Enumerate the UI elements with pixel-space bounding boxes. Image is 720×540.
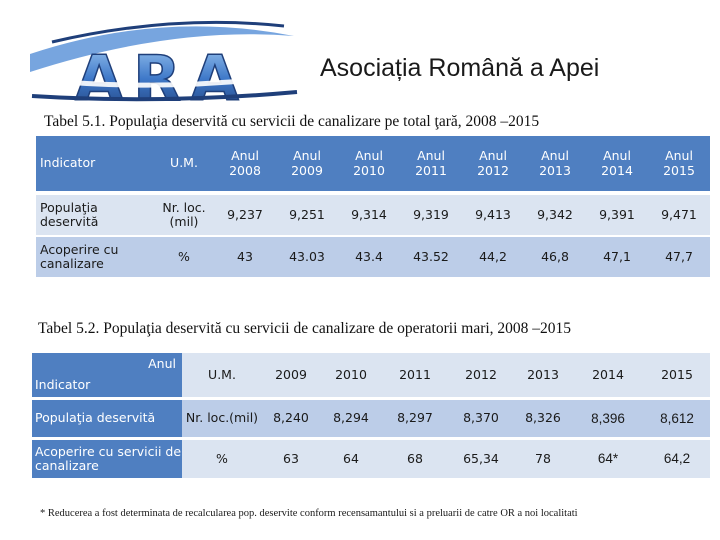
cell-value: 8,370 xyxy=(448,400,514,440)
cell-value: 44,2 xyxy=(462,237,524,279)
header-indicator-cell xyxy=(32,353,182,400)
cell-value: 43.03 xyxy=(276,237,338,279)
table-row xyxy=(36,195,710,237)
header-year: Anul 2015 xyxy=(648,136,710,195)
table1-caption: Tabel 5.1. Populaţia deservită cu servicii de canalizare pe total ţară, 2008 –2015 xyxy=(44,113,540,130)
cell-value: 9,342 xyxy=(524,195,586,237)
header-anul: Anul xyxy=(148,356,176,371)
table-row xyxy=(32,440,710,481)
table-header-row xyxy=(36,136,710,195)
table-header-row xyxy=(32,353,710,400)
header-um: U.M. xyxy=(154,136,214,195)
header-um: U.M. xyxy=(182,353,262,400)
header-year: 2009 xyxy=(262,353,320,400)
cell-value: 9,251 xyxy=(276,195,338,237)
table-row xyxy=(32,400,710,440)
row-um: % xyxy=(182,440,262,481)
cell-value: 8,396 xyxy=(572,400,644,440)
footnote: * Reducerea a fost determinata de recalcularea pop. deservite conform recensamantului si a preluarii de catre OR a noi localitati xyxy=(40,508,578,519)
cell-value: 65,34 xyxy=(448,440,514,481)
header-year: 2012 xyxy=(448,353,514,400)
cell-value: 8,326 xyxy=(514,400,572,440)
row-indicator: Populaţia deservită xyxy=(36,195,154,237)
cell-value: 43 xyxy=(214,237,276,279)
table-total-country xyxy=(36,136,710,279)
header-year: 2013 xyxy=(514,353,572,400)
header-year: Anul 2014 xyxy=(586,136,648,195)
table-large-operators xyxy=(32,353,710,481)
row-indicator: Populaţia deservită xyxy=(32,400,182,440)
header-year: 2015 xyxy=(644,353,710,400)
header-year: Anul 2008 xyxy=(214,136,276,195)
logo-text: ARA xyxy=(75,42,249,114)
cell-value: 9,319 xyxy=(400,195,462,237)
row-um: Nr. loc.(mil) xyxy=(154,195,214,237)
cell-value: 8,297 xyxy=(382,400,448,440)
ara-logo xyxy=(22,14,302,114)
cell-value: 8,240 xyxy=(262,400,320,440)
cell-value: 47,1 xyxy=(586,237,648,279)
cell-value: 9,391 xyxy=(586,195,648,237)
cell-value: 8,294 xyxy=(320,400,382,440)
header-year: Anul 2012 xyxy=(462,136,524,195)
organization-name: Asociația Română a Apei xyxy=(320,54,600,82)
row-um: Nr. loc.(mil) xyxy=(182,400,262,440)
row-indicator: Acoperire cu canalizare xyxy=(36,237,154,279)
header-indicator: Indicator xyxy=(36,136,154,195)
cell-value: 43.52 xyxy=(400,237,462,279)
cell-value: 9,413 xyxy=(462,195,524,237)
table2-caption: Tabel 5.2. Populaţia deservită cu servicii de canalizare de operatorii mari, 2008 –2015 xyxy=(38,320,572,337)
cell-value: 9,314 xyxy=(338,195,400,237)
cell-value: 9,237 xyxy=(214,195,276,237)
cell-value: 46,8 xyxy=(524,237,586,279)
header-year: Anul 2010 xyxy=(338,136,400,195)
cell-value: 63 xyxy=(262,440,320,481)
header-indicator: Indicator xyxy=(35,376,91,392)
cell-value: 9,471 xyxy=(648,195,710,237)
header-year: 2010 xyxy=(320,353,382,400)
header-year: Anul 2013 xyxy=(524,136,586,195)
header-year: 2011 xyxy=(382,353,448,400)
header-year: Anul 2009 xyxy=(276,136,338,195)
cell-value: 43.4 xyxy=(338,237,400,279)
header-year: 2014 xyxy=(572,353,644,400)
table-row xyxy=(36,237,710,279)
row-indicator: Acoperire cu servicii de canalizare xyxy=(32,440,182,481)
cell-value: 64,2 xyxy=(644,440,710,481)
cell-value: 8,612 xyxy=(644,400,710,440)
cell-value: 68 xyxy=(382,440,448,481)
cell-value: 47,7 xyxy=(648,237,710,279)
cell-value: 78 xyxy=(514,440,572,481)
row-um: % xyxy=(154,237,214,279)
cell-value: 64 xyxy=(320,440,382,481)
cell-value: 64* xyxy=(572,440,644,481)
header-year: Anul 2011 xyxy=(400,136,462,195)
